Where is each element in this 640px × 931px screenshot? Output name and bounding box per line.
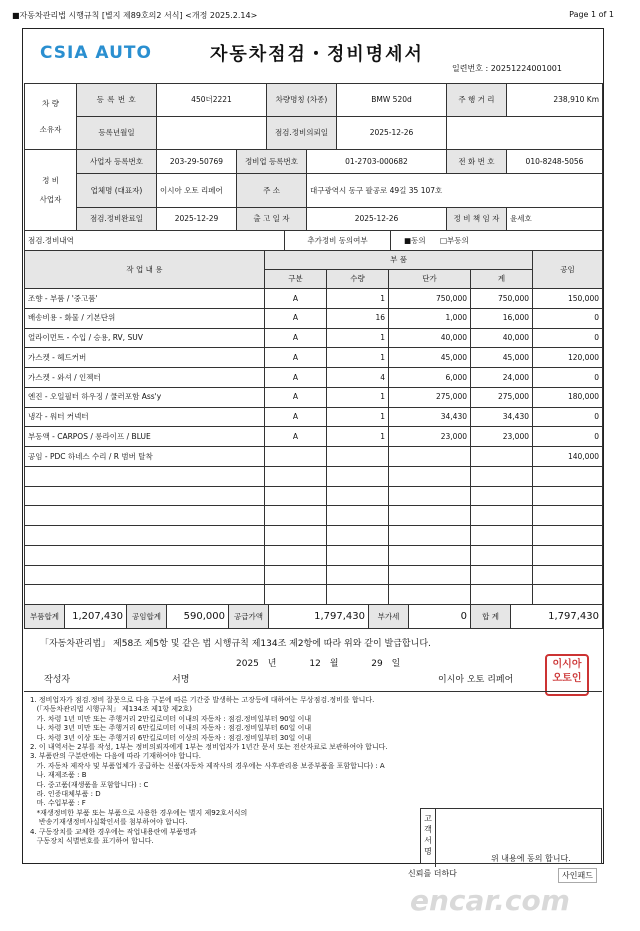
cell-work (25, 565, 265, 585)
cell-type (265, 545, 327, 565)
shop-table (24, 149, 603, 231)
cell-total: 24,000 (471, 368, 533, 388)
cell-type (265, 486, 327, 506)
manager-label: 정 비 책 임 자 (447, 208, 507, 231)
page-indicator: Page 1 of 1 (569, 10, 614, 19)
cell-type: A (265, 368, 327, 388)
totals-row (24, 604, 603, 629)
phone-label: 전 화 번 호 (447, 150, 507, 174)
form-law-reference: ■자동차관리법 시행규칙 [별지 제89호의2 서식] <개정 2025.2.14> (12, 11, 258, 20)
mileage: 238,910 Km (507, 84, 603, 117)
cell-qty: 4 (327, 368, 389, 388)
cell-type (265, 526, 327, 546)
cell-work: 가스켓 - 헤드커버 (25, 348, 265, 368)
cell-total: 275,000 (471, 387, 533, 407)
note-line: 가. 차령 1년 미만 또는 주행거리 2만킬로미터 이내의 자동차 : 점검.정비일부터 90일 이내 (30, 714, 312, 723)
table-row (25, 387, 603, 407)
note-line: 마. 수입부품 : F (30, 799, 86, 808)
cell-work (25, 526, 265, 546)
reg-date (157, 117, 267, 150)
table-row (25, 427, 603, 447)
cell-labor: 0 (533, 407, 603, 427)
table-row (25, 368, 603, 388)
table-row (25, 308, 603, 328)
cell-labor (533, 506, 603, 526)
note-line: (「자동차관리법 시행규칙」 제134조 제1항 제2호) (30, 705, 192, 714)
shop-name: 이시아 오토 리페어 (157, 174, 237, 208)
grand-total: 1,797,430 (511, 605, 603, 629)
cell-work: 공임 - PDC 하네스 수리 / R 범버 탈착 (25, 447, 265, 467)
manager: 윤세호 (507, 208, 603, 231)
table-row (25, 486, 603, 506)
req-date-label: 점검.정비의뢰일 (267, 117, 337, 150)
cell-total (471, 486, 533, 506)
cell-type (265, 466, 327, 486)
cell-unit (389, 466, 471, 486)
note-line: 가. 자동차 제작사 및 부품업체가 공급하는 신품(자동차 제작사의 경우에는 사후관리용 보증부품을 포함합니다) : A (30, 761, 385, 770)
cell-labor: 120,000 (533, 348, 603, 368)
cell-work (25, 545, 265, 565)
cell-total (471, 565, 533, 585)
work-rows (25, 289, 603, 605)
cell-labor: 140,000 (533, 447, 603, 467)
cell-unit (389, 486, 471, 506)
inspection-row (24, 230, 603, 251)
table-row (25, 565, 603, 585)
note-line: 구동장치 식별번호를 표기하여 합니다. (30, 837, 154, 846)
parts-total: 1,207,430 (65, 605, 127, 629)
cell-qty (327, 466, 389, 486)
col-total: 계 (471, 270, 533, 289)
cell-type: A (265, 328, 327, 348)
table-row (25, 506, 603, 526)
cell-total: 750,000 (471, 289, 533, 309)
vat-value: 0 (409, 605, 471, 629)
cell-qty (327, 545, 389, 565)
issue-date: 2025 년 12 월 29 일 (236, 659, 401, 669)
author-label: 작성자 (44, 675, 71, 685)
out-date: 2025-12-26 (307, 208, 447, 231)
cell-work: 부동액 - CARPOS / 롱라이프 / BLUE (25, 427, 265, 447)
cell-qty: 1 (327, 289, 389, 309)
note-line: 반송기재생정비사실확인서를 첨부하여야 합니다. (30, 818, 188, 827)
table-row (25, 289, 603, 309)
cell-work: 냉각 - 워터 커넥터 (25, 407, 265, 427)
cell-type: A (265, 289, 327, 309)
cell-type: A (265, 308, 327, 328)
model: BMW 520d (337, 84, 447, 117)
cell-total: 34,430 (471, 407, 533, 427)
cell-work (25, 506, 265, 526)
cell-qty: 16 (327, 308, 389, 328)
cell-labor (533, 526, 603, 546)
done-date-label: 점검.정비완료일 (77, 208, 157, 231)
parts-total-label: 부품합계 (25, 605, 65, 629)
cell-qty: 1 (327, 407, 389, 427)
serial-value: 20251224001001 (490, 64, 562, 73)
serial-number (452, 63, 562, 74)
cell-type: A (265, 387, 327, 407)
col-work: 작 업 내 용 (25, 251, 265, 289)
extra-work-label: 추가정비 동의여부 (285, 231, 391, 251)
table-row (25, 447, 603, 467)
cell-labor (533, 466, 603, 486)
consent-box (420, 808, 602, 864)
logo-text: CSIA AUTO (40, 43, 152, 63)
labor-total-label: 공임합계 (127, 605, 167, 629)
disagree-checkbox: □부동의 (439, 235, 469, 245)
table-row (25, 585, 603, 605)
reg-no: 450더2221 (157, 84, 267, 117)
shop-address: 대구광역시 동구 팔공로 49길 35 107호 (307, 174, 603, 208)
inspection-label: 점검.정비내역 (25, 231, 285, 251)
cell-work: 가스켓 - 와셔 / 인젝터 (25, 368, 265, 388)
sign-pad-button[interactable]: 사인패드 (558, 868, 597, 883)
footer-slogan: 신뢰를 더하다 (408, 869, 457, 878)
shop-section: 정 비 사업자 (25, 150, 77, 231)
cell-work: 얼라이먼트 - 수입 / 승용, RV, SUV (25, 328, 265, 348)
cell-type (265, 506, 327, 526)
cell-unit: 45,000 (389, 348, 471, 368)
supply-value: 1,797,430 (269, 605, 369, 629)
cell-qty: 1 (327, 348, 389, 368)
reg-date-label: 등록년월일 (77, 117, 157, 150)
reg-no-label: 등 록 번 호 (77, 84, 157, 117)
cell-unit (389, 526, 471, 546)
cell-work: 엔진 - 오일필터 하우징 / 쿨러포함 Ass'y (25, 387, 265, 407)
cell-unit (389, 545, 471, 565)
cell-total (471, 506, 533, 526)
cell-labor (533, 545, 603, 565)
cell-unit: 750,000 (389, 289, 471, 309)
notes (30, 696, 410, 847)
cell-labor: 0 (533, 308, 603, 328)
addr-label: 주 소 (237, 174, 307, 208)
work-table (24, 250, 603, 605)
consent-side-label: 고객서명 (421, 809, 436, 867)
owner-table (24, 83, 603, 150)
table-row (25, 526, 603, 546)
cell-unit: 275,000 (389, 387, 471, 407)
cell-total (471, 585, 533, 605)
col-qty: 수량 (327, 270, 389, 289)
cell-total (471, 526, 533, 546)
mileage-label: 주 행 거 리 (447, 84, 507, 117)
vat-label: 부가세 (369, 605, 409, 629)
cell-unit (389, 585, 471, 605)
table-row (25, 466, 603, 486)
done-date: 2025-12-29 (157, 208, 237, 231)
author-sign: 서명 (172, 675, 190, 685)
note-line: *재생정비한 부품 또는 부품으로 사용한 경우에는 별지 제92호서식의 (30, 808, 248, 817)
company-logo (40, 43, 152, 63)
cell-qty: 1 (327, 427, 389, 447)
cell-unit: 23,000 (389, 427, 471, 447)
cell-unit (389, 506, 471, 526)
cell-type (265, 585, 327, 605)
shop-reg: 01-2703-000682 (307, 150, 447, 174)
company-stamp: 이시아 오토인 (545, 654, 589, 696)
cell-qty: 1 (327, 328, 389, 348)
cell-labor (533, 565, 603, 585)
statement: 「자동차관리법」 제58조 제5항 및 같은 법 시행규칙 제134조 제2항에 따라 위와 같이 발급합니다. (40, 639, 431, 649)
cell-total: 16,000 (471, 308, 533, 328)
phone: 010-8248-5056 (507, 150, 603, 174)
cell-labor: 180,000 (533, 387, 603, 407)
col-labor: 공임 (533, 251, 603, 289)
cell-unit: 34,430 (389, 407, 471, 427)
cell-work (25, 466, 265, 486)
cell-type: A (265, 348, 327, 368)
cell-total (471, 447, 533, 467)
req-date: 2025-12-26 (337, 117, 447, 150)
table-row (25, 407, 603, 427)
biz-no-label: 사업자 등록번호 (77, 150, 157, 174)
cell-unit: 1,000 (389, 308, 471, 328)
grand-total-label: 합 계 (471, 605, 511, 629)
cell-work (25, 585, 265, 605)
cell-work: 조향 - 부품 / '중고품' (25, 289, 265, 309)
cell-total (471, 545, 533, 565)
note-line: 나. 재제조품 : B (30, 771, 87, 780)
shop-name-label: 업체명 (대표자) (77, 174, 157, 208)
document-title: 자동차점검・정비명세서 (210, 44, 424, 65)
table-row (25, 545, 603, 565)
cell-labor: 0 (533, 427, 603, 447)
note-line: 나. 차령 3년 미만 또는 주행거리 6만킬로미터 이내의 자동차 : 점검.정비일부터 60일 이내 (30, 724, 312, 733)
cell-total (471, 466, 533, 486)
cell-type: A (265, 427, 327, 447)
cell-labor (533, 585, 603, 605)
cell-labor: 0 (533, 368, 603, 388)
col-parts: 부 품 (265, 251, 533, 270)
cell-qty (327, 447, 389, 467)
cell-unit (389, 447, 471, 467)
col-type: 구분 (265, 270, 327, 289)
shop-reg-label: 정비업 등록번호 (237, 150, 307, 174)
extra-work-consent (391, 231, 603, 251)
encar-watermark: encar.com (410, 884, 570, 917)
labor-total: 590,000 (167, 605, 229, 629)
note-line: 2. 이 내역서는 2부를 작성, 1부는 정비의뢰자에게 1부는 정비업자가 1년간 문서 또는 전산자료로 보관하여야 합니다. (30, 743, 388, 752)
divider (24, 691, 602, 692)
note-line: 1. 정비업자가 점검.정비 잘못으로 다음 구분에 따른 기간중 발생하는 고장등에 대하여는 무상점검.정비를 합니다. (30, 696, 375, 704)
out-date-label: 출 고 일 자 (237, 208, 307, 231)
cell-type (265, 565, 327, 585)
cell-total: 45,000 (471, 348, 533, 368)
cell-qty (327, 565, 389, 585)
model-label: 차량명칭 (차종) (267, 84, 337, 117)
cell-type: A (265, 407, 327, 427)
cell-work (25, 486, 265, 506)
cell-labor: 0 (533, 328, 603, 348)
col-unit: 단가 (389, 270, 471, 289)
cell-work: 배송비용 - 화물 / 기본단위 (25, 308, 265, 328)
serial-label: 일련번호 : (452, 64, 489, 73)
cell-unit (389, 565, 471, 585)
cell-qty (327, 526, 389, 546)
note-line: 4. 구동장치를 교체한 경우에는 작업내용란에 부품명과 (30, 827, 197, 836)
table-row (25, 328, 603, 348)
cell-unit: 6,000 (389, 368, 471, 388)
cell-qty (327, 486, 389, 506)
cell-labor: 150,000 (533, 289, 603, 309)
cell-total: 23,000 (471, 427, 533, 447)
owner-section: 차 량 소유자 (25, 84, 77, 150)
note-line: 라. 인증대체부품 : D (30, 790, 101, 799)
note-line: 다. 중고품(재생품을 포함합니다) : C (30, 780, 149, 789)
cell-labor (533, 486, 603, 506)
author-shop: 이시아 오토 리페어 (438, 675, 514, 685)
agree-checkbox: ■동의 (404, 235, 426, 245)
note-line: 3. 부품란의 구분란에는 다음에 따라 기재하여야 합니다. (30, 752, 202, 761)
cell-type (265, 447, 327, 467)
supply-label: 공급가액 (229, 605, 269, 629)
consent-text: 위 내용에 동의 합니다. (491, 854, 571, 863)
note-line: 다. 차령 3년 이상 또는 주행거리 6만킬로미터 이상의 자동차 : 점검.정비일부터 30일 이내 (30, 733, 312, 742)
biz-no: 203-29-50769 (157, 150, 237, 174)
cell-qty (327, 506, 389, 526)
table-row (25, 348, 603, 368)
cell-qty (327, 585, 389, 605)
cell-unit: 40,000 (389, 328, 471, 348)
cell-qty: 1 (327, 387, 389, 407)
cell-total: 40,000 (471, 328, 533, 348)
